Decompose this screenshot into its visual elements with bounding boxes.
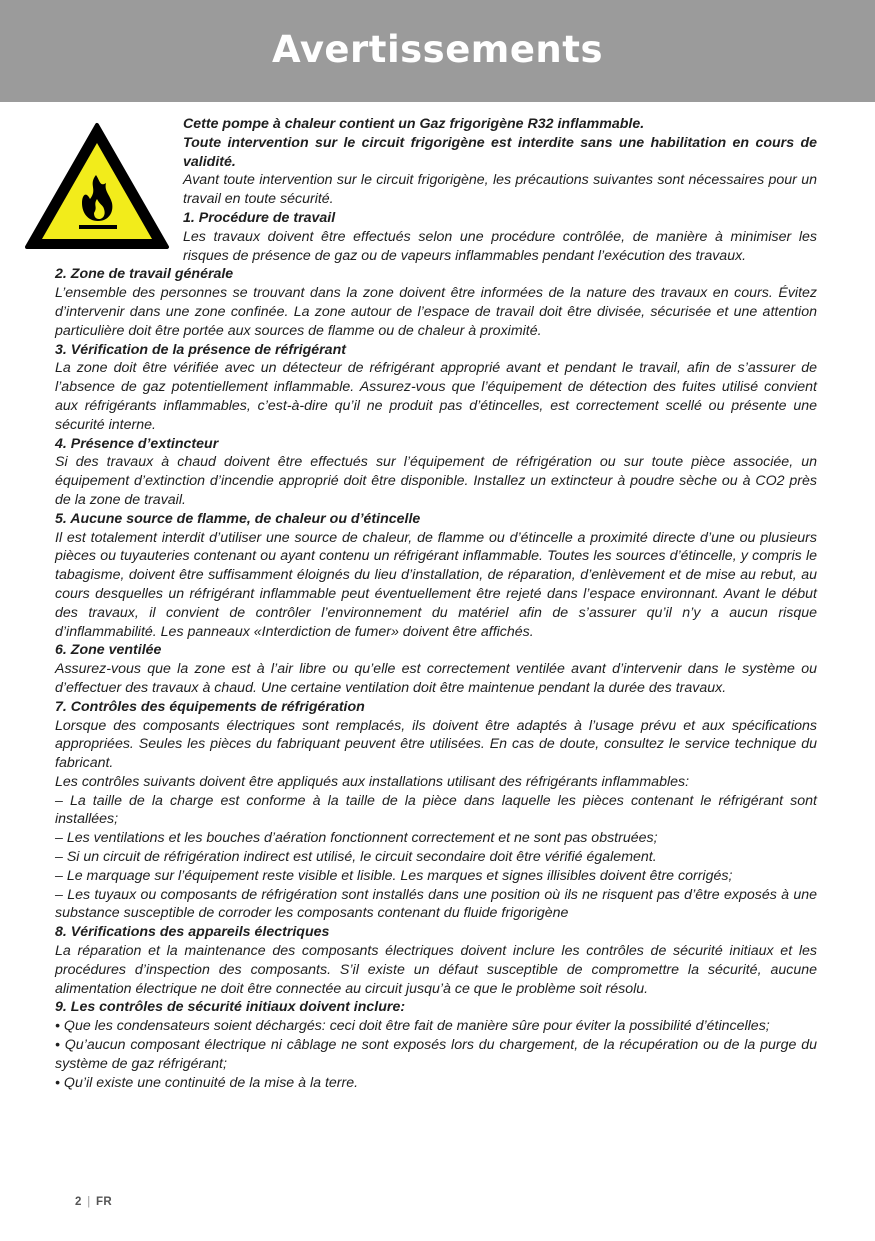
section-8-body: La réparation et la maintenance des composants électriques doivent inclure les contrôles de sécurité initiaux et les procédures d’inspection des composants. S’il existe un défaut susceptible de compromettre la sécurité, aucune alimentation électrique ne doit être connectée au circuit jusqu’à ce que le problème soit résolu. bbox=[55, 943, 817, 997]
language-code: FR bbox=[96, 1196, 112, 1208]
section-7-body-2: Les contrôles suivants doivent être appliqués aux installations utilisant des réfrigérants inflammables: bbox=[55, 773, 690, 790]
list-item: – Si un circuit de réfrigération indirect est utilisé, le circuit secondaire doit être vérifié également. bbox=[55, 849, 657, 866]
list-item: – La taille de la charge est conforme à la taille de la pièce dans laquelle les pièces contenant le réfrigérant sont installées; bbox=[55, 792, 817, 828]
page-title: Avertissements bbox=[272, 27, 603, 71]
section-6-title: 6. Zone ventilée bbox=[55, 642, 162, 659]
section-3-title: 3. Vérification de la présence de réfrigérant bbox=[55, 341, 346, 358]
list-item: • Que les condensateurs soient déchargés: ceci doit être fait de manière sûre pour éviter la possibilité d’étincelles; bbox=[55, 1018, 770, 1035]
section-4-body: Si des travaux à chaud doivent être effectués sur l’équipement de réfrigération ou sur toute pièce associée, un équipement d’extinction d’incendie approprié doit être disponible. Installez un extincteur à poudre sèche ou à CO2 près de la zone de travail. bbox=[55, 454, 817, 508]
list-item: – Les tuyaux ou composants de réfrigération sont installés dans une position où ils ne risquent pas d’être exposés à une substance susceptible de corroder les composants contenant du fluide frigorigène bbox=[55, 886, 817, 922]
section-1-body: Les travaux doivent être effectués selon une procédure contrôlée, de manière à minimiser les risques de présence de gaz ou de vapeurs inflammables pendant l’exécution des travaux. bbox=[183, 228, 817, 264]
warnings-content bbox=[55, 115, 817, 1092]
intro-line-3: Avant toute intervention sur le circuit frigorigène, les précautions suivantes sont nécessaires pour un travail en toute sécurité. bbox=[183, 172, 817, 208]
section-4-title: 4. Présence d’extincteur bbox=[55, 435, 219, 452]
section-2-body: L’ensemble des personnes se trouvant dans la zone doivent être informées de la nature des travaux en cours. Évitez d’intervenir dans une zone confinée. La zone autour de l’espace de travail doit être divisée, sécurisée et une attention particulière doit être portée aux sources de flamme ou de chaleur à proximité. bbox=[55, 285, 817, 339]
list-item: – Les ventilations et les bouches d’aération fonctionnent correctement et ne sont pas obstruées; bbox=[55, 830, 658, 847]
list-item: • Qu’il existe une continuité de la mise à la terre. bbox=[55, 1074, 359, 1091]
section-5-title: 5. Aucune source de flamme, de chaleur ou d’étincelle bbox=[55, 510, 421, 527]
section-2-title: 2. Zone de travail générale bbox=[55, 266, 234, 283]
section-6-body: Assurez-vous que la zone est à l’air libre ou qu’elle est correctement ventilée avant d’intervenir dans le système ou d’effectuer des travaux à chaud. Une certaine ventilation doit être maintenue pendant la durée des travaux. bbox=[55, 661, 817, 696]
page-header bbox=[0, 0, 875, 102]
section-3-body: La zone doit être vérifiée avec un détecteur de réfrigérant approprié avant et pendant le travail, afin de s’assurer de l’absence de gaz potentiellement inflammable. Assurez-vous que l’équipement de détection des fuites utilisé convient aux réfrigérants inflammables, c’est-à-dire qu’il ne produit pas d’étincelles, est correctement scellé ou présente une sécurité interne. bbox=[55, 360, 817, 433]
intro-line-1: Cette pompe à chaleur contient un Gaz frigorigène R32 inflammable. bbox=[183, 116, 645, 132]
section-7-body: Lorsque des composants électriques sont remplacés, ils doivent être adaptés à l’usage prévu et aux spécifications appropriées. Seules les pièces du fabriquant peuvent être utilisées. En cas de doute, consultez le service technique du fabricant. bbox=[55, 717, 817, 772]
list-item: – Le marquage sur l’équipement reste visible et lisible. Les marques et signes illisibles doivent être corrigés; bbox=[55, 867, 733, 884]
section-1-title: 1. Procédure de travail bbox=[183, 209, 336, 226]
section-5-body: Il est totalement interdit d’utiliser une source de chaleur, de flamme ou d’étincelle a proximité directe d’une ou plusieurs pièces ou tuyauteries contenant ou ayant contenu un réfrigérant inflammable. Toutes les sources d’étincelle, y compris le tabagisme, doivent être suffisamment éloignés du lieu d’installation, de réparation, d’enlèvement et de mise au rebut, au cours desquelles un réfrigérant inflammable peut éventuellement être rejeté dans l’espace environnant. Avant le début des travaux, il convient de contrôler l’environnement du matériel afin de s’assurer qu’il n’y a aucun risque d’inflammabilité. Les panneaux «Interdiction de fumer» doivent être affichés. bbox=[55, 529, 817, 640]
section-8-title: 8. Vérifications des appareils électriques bbox=[55, 924, 330, 941]
section-9-title: 9. Les contrôles de sécurité initiaux doivent inclure: bbox=[55, 999, 406, 1016]
page-footer bbox=[75, 1196, 112, 1208]
section-7-title: 7. Contrôles des équipements de réfrigération bbox=[55, 698, 365, 715]
footer-separator: | bbox=[87, 1196, 91, 1208]
list-item: • Qu’aucun composant électrique ni câblage ne sont exposés lors du chargement, de la récupération ou de la purge du système de gaz réfrigérant; bbox=[55, 1037, 817, 1072]
intro-line-2: Toute intervention sur le circuit frigorigène est interdite sans une habilitation en cours de validité. bbox=[183, 134, 817, 170]
page-number: 2 bbox=[75, 1196, 82, 1208]
